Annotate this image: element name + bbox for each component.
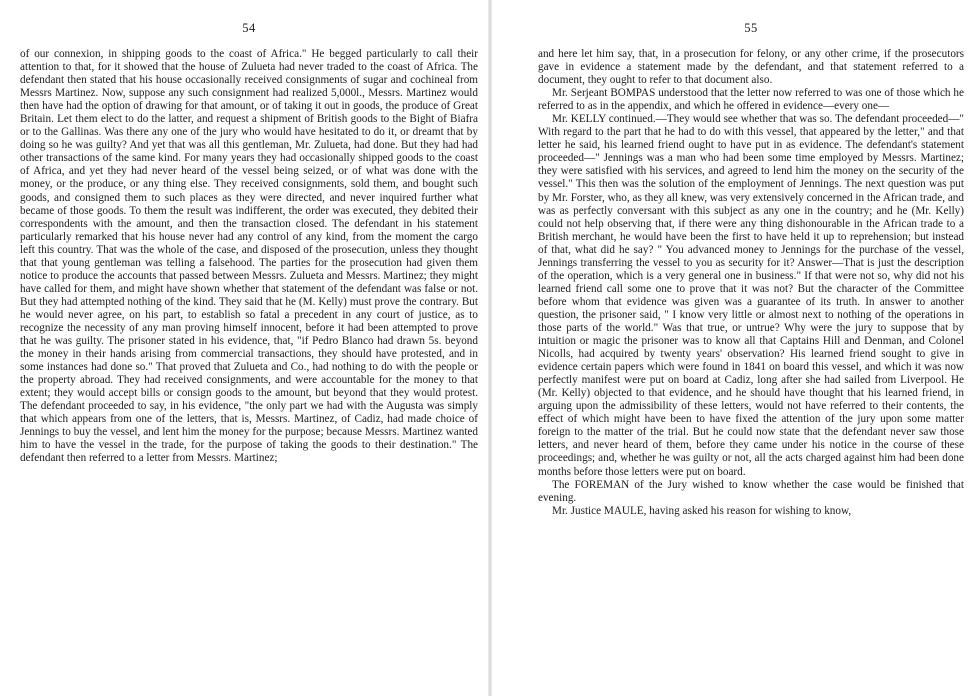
page-number: 55 xyxy=(744,21,758,35)
paragraph: Mr. Justice MAULE, having asked his reason for wishing to know, xyxy=(552,504,852,517)
right-page xyxy=(490,0,980,696)
page-number: 54 xyxy=(242,21,256,35)
paragraph: Mr. Serjeant BOMPAS understood that the letter now referred to was one of those which he referred to as in the appendix, and which he offered in evidence—every one— xyxy=(538,87,964,113)
paragraph: of our connexion, in shipping goods to the coast of Africa." He begged particularly to call their attention to that, for it showed that the house of Zulueta had never traded to the coast of Africa. The defendant then stated that his house occasionally received consignments of sugar and cochineal from Messrs Martinez. Now, suppose any such consignment had realized 5,000l., Messrs. Martinez would then have had the option of drawing for that amount, or of taking it out in goods, the produce of Great Britain. Let them elect to do the latter, and request a shipment of British goods to the Bight of Biafra or to the Gallinas. Was there any one of the jury who would have hesitated to do it, or dreamt that by doing so he was guilty? And yet that was all this gentleman, Mr. Zulueta, had done. But they had had other transactions of the same kind. For many years they had occasionally shipped goods to the coast of Africa, and yet they had never heard of the vessel being seized, or of what was done with the money, or the produce, or any thing else. They received consignments, sold them, and bought such goods, and consigned them to such places as they were directed, and never inquired further what became of those goods. To them the result was indifferent, the order was executed, they debited their correspondents with the amount, and then the transaction closed. The defendant in his statement particularly remarked that his house never had any control of any kind, from the moment the cargo left this country. That was the whole of the case, and disposed of the prosecution, unless they thought that that young gentleman was telling a falsehood. The parties for the prosecution had given them notice to produce the accounts that passed between Messrs. Zulueta and Messrs. Martinez; they might have called for them, and might have shown whether that statement of the defendant was false or not. But they had attempted nothing of the kind. They said that he (M. Kelly) must prove the contrary. But he would never agree, on his part, to establish so fatal a precedent in any court of justice, as to recognize the necessity of any man proving himself innocent, before it had been attempted to prove that he was guilty. The prisoner stated in his evidence, that, "if Pedro Blanco had drawn 5s. beyond the money in their hands arising from commercial transactions, they should have protested, and in some instances had done so." That proved that Zulueta and Co., had nothing to do with the people or the property abroad. They had received consignments, and were accountable for the money to that extent; they would accept bills or consign goods to the amount, but beyond that they would protest. The defendant proceeded to say, in his evidence, "the only part we had with the Augusta was simply that which appears from one of the letters, that is, Messrs. Martinez, of Cadiz, had made choice of Jennings to buy the vessel, and lent him the money for the purpose; because Messrs. Martinez wanted him to have the vessel in the trade, for the purpose of taking the goods to their destination." The defendant then referred to a letter from Messrs. Martinez; xyxy=(20,48,478,465)
page-body xyxy=(20,48,478,466)
paragraph: The FOREMAN of the Jury wished to know whether the case would be finished that evening. xyxy=(538,478,964,504)
paragraph: and here let him say, that, in a prosecution for felony, or any other crime, if the prosecutors gave in evidence a statement made by the defendant, and that statement referred to a document, they ought to refer to that document also. xyxy=(538,48,964,87)
page-body xyxy=(538,48,964,518)
paragraph: Mr. KELLY continued.—They would see whether that was so. The defendant proceeded—" With regard to the part that he had to do with this vessel, that appeared by the letter," and that letter he said, his learned friend ought to have put in as evidence. The defendant's statement proceeded—" Jennings was a man who had been some time employed by Messrs. Martinez; they were satisfied with his services, and agreed to lend him the money on the security of the vessel." This then was the solution of the employment of Jennings. The next question was put by Mr. Forster, who, as they all knew, was very extensively concerned in the African trade, and was as perfectly conversant with this subject as any one in the country; and he (Mr. Kelly) could not help observing that, if there were any thing dishonourable in the African trade to a British merchant, he would have been the first to have held it up to reprehension; but instead of that, what did he say? " You advanced money to Jennings for the purchase of the vessel, Jennings transferring the vessel to you as security for it? Answer—That is just the description of the operation, which is a very general one in business." If that were not so, why did not his learned friend call some one to prove that it was not? But the character of the Committee before whom that evidence was given was a guarantee of its truth. In answer to another question, the prisoner said, " I know very little or almost next to nothing of the operations in those parts of the world." Was that true, or untrue? Why were the jury to suppose that by intuition or magic the prisoner was to know all that Captains Hill and Denman, and Colonel Nicolls, had acquired by twenty years' observation? His learned friend sought to give in evidence certain papers which were found in 1841 on board this vessel, and which it was now perfectly manifest were put on board at Cadiz, long after she had sailed from Liverpool. He (Mr. Kelly) objected to that evidence, and he should have thought that his learned friend, in arguing upon the admissibility of these letters, would not have referred to their contents, the effect of which might have been to have fixed the attention of the jury upon some matter foreign to the matter of the trial. But he could now state that the defendant never saw those letters, and never heard of them, before they came under his notice in the course of these proceedings; and, whether he was guilty or not, all the acts charged against him had been done months before those letters were put on board. xyxy=(538,113,964,478)
